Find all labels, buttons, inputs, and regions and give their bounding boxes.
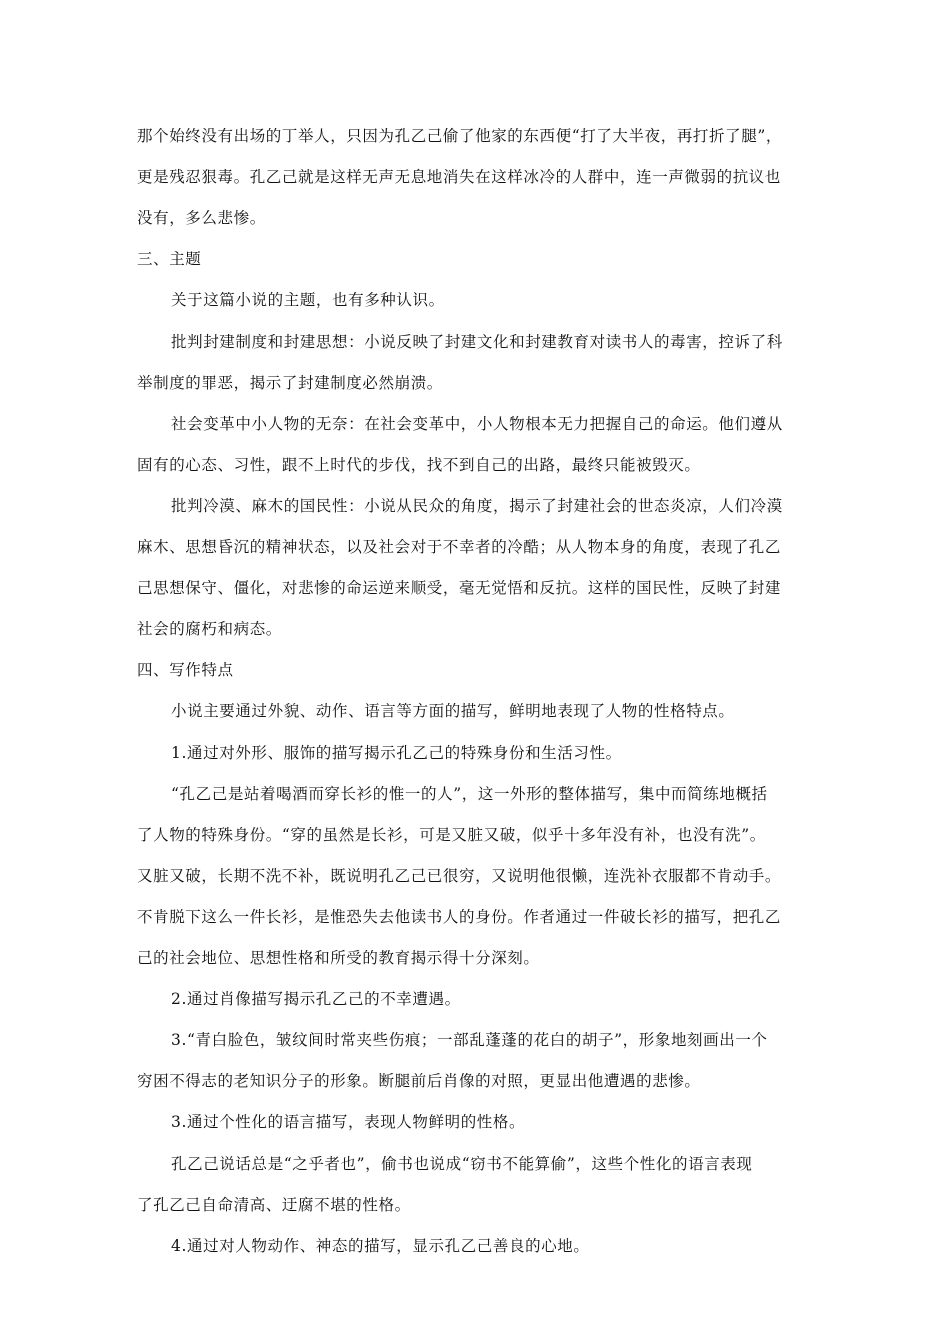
text-line: 1.通过对外形、服饰的描写揭示孔乙己的特殊身份和生活习性。 xyxy=(171,743,622,762)
text-line: 没有，多么悲惨。 xyxy=(137,209,266,228)
text-line: 了人物的特殊身份。“穿的虽然是长衫，可是又脏又破，似乎十多年没有补，也没有洗”。 xyxy=(137,825,766,844)
text-line: 社会的腐朽和病态。 xyxy=(137,620,282,639)
text-line: 穷困不得志的老知识分子的形象。断腿前后肖像的对照，更显出他遭遇的悲惨。 xyxy=(137,1072,701,1091)
text-line: 3.通过个性化的语言描写，表现人物鲜明的性格。 xyxy=(171,1113,526,1132)
text-line: 四、写作特点 xyxy=(137,661,234,680)
text-line: 己的社会地位、思想性格和所受的教育揭示得十分深刻。 xyxy=(137,949,540,967)
text-line: 那个始终没有出场的丁举人，只因为孔乙己偷了他家的东西便“打了大半夜，再打折了腿”， xyxy=(137,127,782,145)
document-body xyxy=(137,116,813,1267)
text-line: 了孔乙己自命清高、迂腐不堪的性格。 xyxy=(137,1195,411,1214)
text-line: 社会变革中小人物的无奈：在社会变革中，小人物根本无力把握自己的命运。他们遵从 xyxy=(171,414,783,433)
text-line: 固有的心态、习性，跟不上时代的步伐，找不到自己的出路，最终只能被毁灭。 xyxy=(137,455,701,474)
text-line: 更是残忍狠毒。孔乙己就是这样无声无息地消失在这样冰冷的人群中，连一声微弱的抗议也 xyxy=(137,168,782,187)
text-line: 4.通过对人物动作、神态的描写，显示孔乙己善良的心地。 xyxy=(171,1236,590,1255)
text-line: 批判冷漠、麻木的国民性：小说从民众的角度，揭示了封建社会的世态炎凉，人们冷漠 xyxy=(171,496,783,515)
text-line: 三、主题 xyxy=(137,250,202,269)
text-line: 又脏又破，长期不洗不补，既说明孔乙己已很穷，又说明他很懒，连洗补衣服都不肯动手。 xyxy=(137,866,782,885)
text-line: 麻木、思想昏沉的精神状态，以及社会对于不幸者的冷酷；从人物本身的角度，表现了孔乙 xyxy=(137,538,782,556)
text-line: 关于这篇小说的主题，也有多种认识。 xyxy=(171,291,445,310)
text-line: “孔乙己是站着喝酒而穿长衫的惟一的人”，这一外形的整体描写，集中而简练地概括 xyxy=(171,784,768,803)
text-line: 举制度的罪恶，揭示了封建制度必然崩溃。 xyxy=(137,373,443,392)
text-line: 己思想保守、僵化，对悲惨的命运逆来顺受，毫无觉悟和反抗。这样的国民性，反映了封建 xyxy=(137,579,782,598)
text-line: 3.“青白脸色，皱纹间时常夹些伤痕；一部乱蓬蓬的花白的胡子”，形象地刻画出一个 xyxy=(171,1031,768,1050)
text-line: 批判封建制度和封建思想：小说反映了封建文化和封建教育对读书人的毒害，控诉了科 xyxy=(171,332,783,351)
text-line: 2.通过肖像描写揭示孔乙己的不幸遭遇。 xyxy=(171,990,461,1009)
text-line: 孔乙己说话总是“之乎者也”，偷书也说成“窃书不能算偷”，这些个性化的语言表现 xyxy=(171,1154,753,1173)
text-line: 小说主要通过外貌、动作、语言等方面的描写，鲜明地表现了人物的性格特点。 xyxy=(171,702,735,721)
text-line: 不肯脱下这么一件长衫，是惟恐失去他读书人的身份。作者通过一件破长衫的描写，把孔乙 xyxy=(137,907,782,926)
